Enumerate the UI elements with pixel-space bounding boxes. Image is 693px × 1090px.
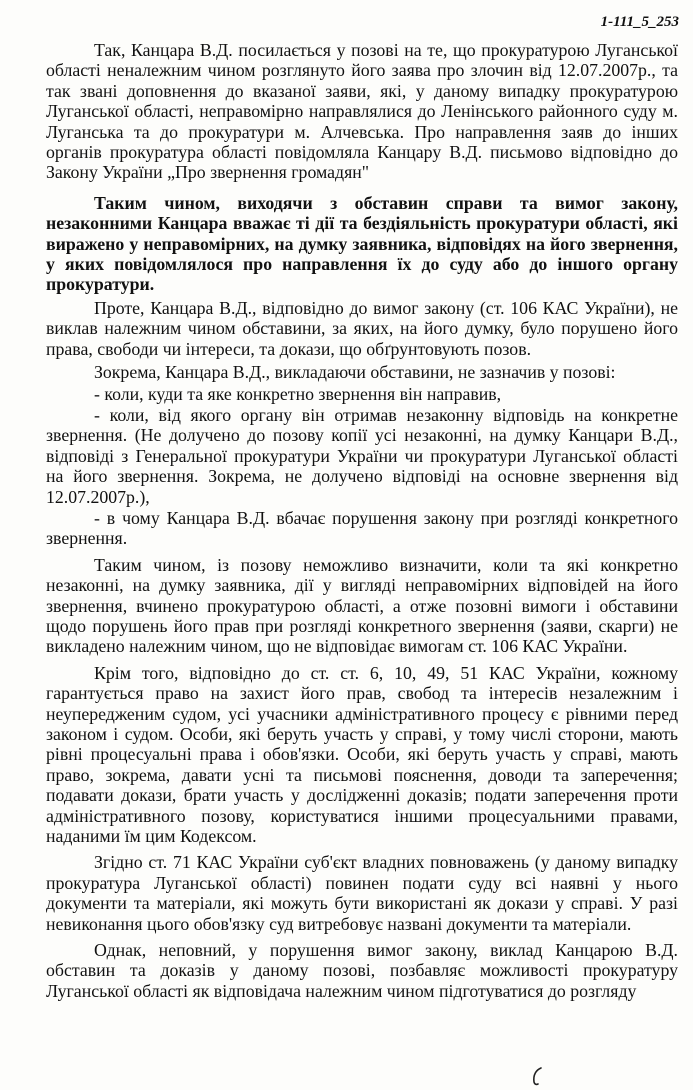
paragraph-conclusion-bold: Таким чином, виходячи з обставин справи та вимог закону, незаконними Канцара вважає ті дії та бездіяльність прокуратури області, які виражено у неправомірних, на думку заявника, відповідях на його звернення, у яких повідомлялося про направлення їх до суду або до іншого органу прокуратури.	[46, 192, 678, 295]
paragraph-impossible-to-determine: Таким чином, із позову неможливо визначити, коли та які конкретно незаконні, на думку заявника, дії у вигляді неправомірних відповідей на його звернення, вчинено прокуратурою області, а отже позовні вимоги і обставини щодо порушень його прав при розгляді конкретного звернення (заяви, скарги) не викладено належним чином, що не відповідає вимогам ст. 106 КАС України.	[46, 554, 678, 657]
document-body	[46, 40, 678, 1001]
page-identifier: 1-111_5_253	[600, 14, 679, 30]
paragraph-omissions-intro: Зокрема, Канцара В.Д., викладаючи обставини, не зазначив у позові:	[94, 362, 616, 383]
paragraph-incomplete-statement: Однак, неповний, у порушення вимог закону, виклад Канцарою В.Д. обставин та доказів у даному позові, позбавляє можливості прокуратуру Луганської області як відповідача належним чином підготуватися до розгляду	[46, 940, 678, 1001]
paragraph-not-stated-circumstances: Проте, Канцара В.Д., відповідно до вимог закону (ст. 106 КАС України), не виклав належним чином обставини, за яких, на його думку, було порушено його права, свободи чи інтереси, та докази, що обґрунтовують позов.	[46, 297, 678, 359]
list-item-violation: - в чому Канцара В.Д. вбачає порушення закону при розгляді конкретного звернення.	[46, 507, 678, 549]
list-item-where-sent: - коли, куди та яке конкретно звернення він направив,	[94, 383, 502, 404]
paragraph-article-71: Згідно ст. 71 КАС України суб'єкт владних повноважень (у даному випадку прокуратура Луганської області) повинен подати суду всі наявні у нього документи та матеріали, які можуть бути використані як докази у справі. У разі невиконання цього обов'язку суд витребовує названі документи та матеріали.	[46, 852, 678, 934]
list-item-which-answer: - коли, від якого органу він отримав незаконну відповідь на конкретне звернення. (Не долучено до позову копії усі незаконні, на думку Канцари В.Д., відповіді з Генеральної прокуратури України чи прокуратури Луганської області на його звернення. Зокрема, не долучено відповіді на основне звернення від 12.07.2007р.),	[46, 404, 678, 507]
paragraph-equal-rights: Крім того, відповідно до ст. ст. 6, 10, 49, 51 КАС України, кожному гарантується право на захист його прав, свобод та інтересів незалежним і неупередженим судом, усі учасники адміністративного процесу є рівними перед законом і судом. Особи, які беруть участь у справі, у тому числі сторони, мають рівні процесуальні права і обов'язки. Особи, які беруть участь у справі, мають право, зокрема, давати усні та письмові пояснення, доводи та заперечення; подавати докази, брати участь у дослідженні доказів; подати заперечення проти адміністративного позову, користуватися іншими процесуальними правами, наданими їм цим Кодексом.	[46, 662, 678, 847]
paragraph-claim-summary: Так, Канцара В.Д. посилається у позові на те, що прокуратурою Луганської області неналежним чином розглянуто його заява про злочин від 12.07.2007р., та так звані доповнення до вказаної заяви, які, у даному випадку прокуратурою Луганської області, неправомірно направлялися до Ленінського районного суду м. Луганська та до прокуратури м. Алчевська. Про направлення заяв до інших органів прокуратура області повідомляла Канцару В.Д. письмово відповідно до Закону України „Про звернення громадян"	[46, 40, 678, 183]
pen-mark	[530, 1066, 544, 1086]
